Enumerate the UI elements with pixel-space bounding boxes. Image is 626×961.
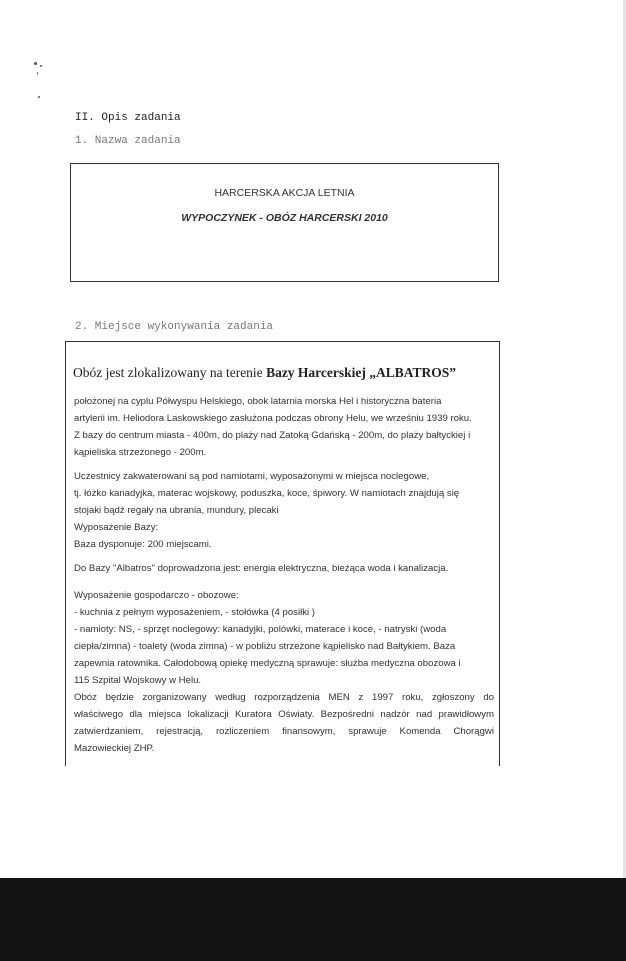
text-line: 115 Szpital Wojskowy w Helu. [74,675,202,686]
accommodation-paragraph [74,468,494,536]
intro-text: Obóz jest zlokalizowany na terenie [73,365,267,380]
scan-speck [37,72,38,75]
place-box [65,341,500,766]
text-line: Baza dysponuje: 200 miejscami. [74,539,212,550]
task-name-box [70,163,499,282]
text-line: właściwego dla miejsca lokalizacji Kuratora Oświaty. Bezpośredni nadzór nad prawidłowym [74,709,494,720]
text-line: Do Bazy "Albatros" doprowadzona jest: energia elektryczna, bieżąca woda i kanalizacja. [74,563,449,574]
scan-speck [38,96,40,98]
text-line: zatwierdzaniem, rejestracją, rozliczeniem finansowym, sprawuje Komenda Chorągwi [74,726,494,737]
organization-paragraph [74,689,494,757]
text-line: Uczestnicy zakwaterowani są pod namiotami, wyposażonymi w miejsca noclegowe, [74,471,430,482]
text-line: kąpieliska strzeżonego - 200m. [74,447,207,458]
base-name: Bazy Harcerskiej „ALBATROS” [266,365,457,380]
text-line: zapewnia ratownika. Całodobową opiekę medyczną sprawuje: służba medyczna obozowa i [74,658,461,669]
text-line: - namioty: NS, - sprzęt noclegowy: kanadyjki, polówki, materace i koce, - natryski (woda [74,624,447,635]
text-line: Wyposażenie gospodarczo - obozowe: [74,590,239,601]
text-line: ciepła/zimna) - toalety (woda zimna) - w pobliżu strzeżone kąpielisko nad Bałtykiem. Baza [74,641,456,652]
scan-speck [40,65,42,67]
location-paragraph [74,393,494,461]
text-line: położonej na cyplu Półwyspu Helskiego, obok latarnia morska Hel i historyczna bateria [74,396,442,407]
scanner-background [0,878,626,961]
task-subtitle-line: WYPOCZYNEK - OBÓZ HARCERSKI 2010 [181,212,388,224]
place-heading: 2. Miejsce wykonywania zadania [75,321,274,333]
section-heading: II. Opis zadania [75,112,181,124]
utilities-paragraph [74,560,494,577]
text-line: Mazowieckiej ZHP. [74,743,155,754]
text-line: Z bazy do centrum miasta - 400m, do plaży nad Zatoką Gdańską - 200m, do plaży bałtyckiej i [74,430,471,441]
text-line: Wyposażenie Bazy: [74,522,159,533]
text-line: tj. łóżko kanadyjka, materac wojskowy, poduszka, koce, śpiwory. W namiotach znajdują się [74,488,460,499]
capacity-paragraph [74,536,494,553]
text-line: stojaki bądź regały na ubrania, mundury, plecaki [74,505,279,516]
equipment-paragraph [74,587,494,689]
text-line: artylerii im. Heliodora Laskowskiego zasłużona podczas obrony Helu, we wrześniu 1939 roku. [74,413,472,424]
text-line: Obóz będzie zorganizowany według rozporządzenia MEN z 1997 roku, zgłoszony do [74,692,494,703]
task-name-heading: 1. Nazwa zadania [75,135,181,147]
text-line: - kuchnia z pełnym wyposażeniem, - stołówka (4 posiłki ) [74,607,316,618]
scan-speck [34,62,37,65]
task-title-line: HARCERSKA AKCJA LETNIA [214,187,355,199]
place-intro [73,365,493,381]
